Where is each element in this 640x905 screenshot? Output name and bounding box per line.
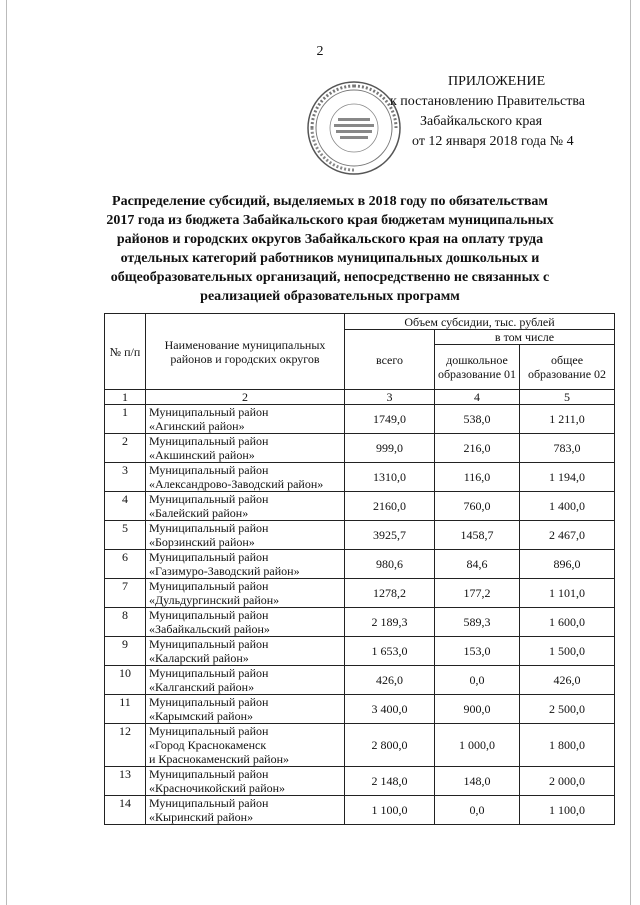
value-general: 1 100,0 — [520, 796, 615, 825]
district-name — [146, 724, 345, 767]
column-number: 1 — [105, 390, 146, 405]
appendix-line-2: Забайкальского края — [420, 114, 543, 129]
district-name — [146, 637, 345, 666]
value-total: 426,0 — [345, 666, 435, 695]
header-including: в том числе — [435, 330, 615, 345]
table-row — [105, 796, 615, 825]
value-general: 426,0 — [520, 666, 615, 695]
row-number: 13 — [105, 767, 146, 796]
district-name-line: «Борзинский район» — [149, 535, 255, 549]
district-name — [146, 579, 345, 608]
district-name — [146, 666, 345, 695]
appendix-line-1: к постановлению Правительства — [390, 94, 586, 109]
document-title: Распределение субсидий, выделяемых в 2018 году по обязательствам 2017 года из бюджета Забайкальского края бюджетам муниципальных районов и городских округов Забайкальского края на оплату труда отдельных категорий работников муниципальных дошкольных и общеобразовательных организаций, непосредственно не связанных с реализацией образовательных программ — [106, 194, 554, 304]
value-total: 999,0 — [345, 434, 435, 463]
row-number: 2 — [105, 434, 146, 463]
table-row — [105, 608, 615, 637]
district-name-line: «Агинский район» — [149, 419, 245, 433]
district-name — [146, 434, 345, 463]
district-name-line: «Калганский район» — [149, 680, 255, 694]
district-name-line: Муниципальный район — [149, 767, 269, 781]
district-name — [146, 492, 345, 521]
scan-edge-left — [6, 0, 7, 905]
row-number: 14 — [105, 796, 146, 825]
value-preschool: 0,0 — [435, 796, 520, 825]
table-row — [105, 521, 615, 550]
value-preschool: 900,0 — [435, 695, 520, 724]
value-general: 1 211,0 — [520, 405, 615, 434]
column-number: 2 — [146, 390, 345, 405]
value-preschool: 0,0 — [435, 666, 520, 695]
value-general: 2 500,0 — [520, 695, 615, 724]
value-total: 1 653,0 — [345, 637, 435, 666]
value-total: 1278,2 — [345, 579, 435, 608]
header-general: общее образование 02 — [520, 345, 615, 390]
value-preschool: 216,0 — [435, 434, 520, 463]
table-row — [105, 767, 615, 796]
district-name — [146, 405, 345, 434]
district-name-line: «Балейский район» — [149, 506, 249, 520]
value-general: 1 500,0 — [520, 637, 615, 666]
value-general: 783,0 — [520, 434, 615, 463]
table-row — [105, 724, 615, 767]
table-row — [105, 579, 615, 608]
value-preschool: 538,0 — [435, 405, 520, 434]
district-name-line: Муниципальный район — [149, 405, 269, 419]
district-name-line: Муниципальный район — [149, 463, 269, 477]
value-general: 2 467,0 — [520, 521, 615, 550]
district-name-line: Муниципальный район — [149, 724, 269, 738]
value-preschool: 177,2 — [435, 579, 520, 608]
header-name: Наименование муниципальных районов и городских округов — [146, 314, 345, 390]
district-name-line: «Кыринский район» — [149, 810, 254, 824]
subsidy-table — [104, 313, 615, 825]
column-number-row — [105, 390, 615, 405]
district-name — [146, 767, 345, 796]
value-general: 1 400,0 — [520, 492, 615, 521]
value-general: 2 000,0 — [520, 767, 615, 796]
district-name-line: Муниципальный район — [149, 796, 269, 810]
row-number: 5 — [105, 521, 146, 550]
district-name-line: Муниципальный район — [149, 579, 269, 593]
district-name — [146, 796, 345, 825]
value-preschool: 589,3 — [435, 608, 520, 637]
value-preschool: 1458,7 — [435, 521, 520, 550]
table-row — [105, 695, 615, 724]
value-preschool: 760,0 — [435, 492, 520, 521]
value-preschool: 153,0 — [435, 637, 520, 666]
header-preschool: дошкольное образование 01 — [435, 345, 520, 390]
row-number: 12 — [105, 724, 146, 767]
row-number: 9 — [105, 637, 146, 666]
district-name-line: и Краснокаменский район» — [149, 752, 289, 766]
value-preschool: 1 000,0 — [435, 724, 520, 767]
district-name — [146, 550, 345, 579]
district-name-line: Муниципальный район — [149, 608, 269, 622]
value-total: 3925,7 — [345, 521, 435, 550]
district-name-line: «Город Краснокаменск — [149, 738, 267, 752]
row-number: 8 — [105, 608, 146, 637]
district-name-line: Муниципальный район — [149, 695, 269, 709]
table-row — [105, 492, 615, 521]
value-total: 1 100,0 — [345, 796, 435, 825]
appendix-block — [390, 72, 640, 152]
value-total: 1310,0 — [345, 463, 435, 492]
district-name-line: «Александрово-Заводский район» — [149, 477, 324, 491]
row-number: 11 — [105, 695, 146, 724]
value-total: 3 400,0 — [345, 695, 435, 724]
official-stamp-icon — [304, 78, 404, 178]
district-name — [146, 695, 345, 724]
table-row — [105, 434, 615, 463]
table-row — [105, 550, 615, 579]
value-total: 2 148,0 — [345, 767, 435, 796]
value-total: 980,6 — [345, 550, 435, 579]
table-row — [105, 405, 615, 434]
district-name-line: «Красночикойский район» — [149, 781, 286, 795]
header-total: всего — [345, 330, 435, 390]
column-number: 4 — [435, 390, 520, 405]
header-volume: Объем субсидии, тыс. рублей — [345, 314, 615, 330]
value-general: 1 101,0 — [520, 579, 615, 608]
value-total: 2 189,3 — [345, 608, 435, 637]
table-row — [105, 463, 615, 492]
district-name-line: Муниципальный район — [149, 434, 269, 448]
page-number: 2 — [316, 44, 324, 59]
value-general: 896,0 — [520, 550, 615, 579]
district-name-line: «Забайкальский район» — [149, 622, 270, 636]
value-preschool: 148,0 — [435, 767, 520, 796]
value-general: 1 194,0 — [520, 463, 615, 492]
row-number: 10 — [105, 666, 146, 695]
appendix-line-3: от 12 января 2018 года № 4 — [412, 134, 574, 149]
value-general: 1 800,0 — [520, 724, 615, 767]
value-total: 2160,0 — [345, 492, 435, 521]
value-preschool: 84,6 — [435, 550, 520, 579]
row-number: 4 — [105, 492, 146, 521]
district-name-line: Муниципальный район — [149, 550, 269, 564]
row-number: 6 — [105, 550, 146, 579]
column-number: 3 — [345, 390, 435, 405]
value-total: 1749,0 — [345, 405, 435, 434]
table-row — [105, 637, 615, 666]
table-row — [105, 666, 615, 695]
district-name-line: Муниципальный район — [149, 492, 269, 506]
district-name-line: «Каларский район» — [149, 651, 249, 665]
district-name — [146, 463, 345, 492]
value-total: 2 800,0 — [345, 724, 435, 767]
district-name-line: Муниципальный район — [149, 521, 269, 535]
header-num: № п/п — [105, 314, 146, 390]
column-number: 5 — [520, 390, 615, 405]
district-name-line: «Дульдургинский район» — [149, 593, 280, 607]
district-name — [146, 521, 345, 550]
district-name — [146, 608, 345, 637]
appendix-title: ПРИЛОЖЕНИЕ — [448, 74, 546, 89]
value-general: 1 600,0 — [520, 608, 615, 637]
district-name-line: «Газимуро-Заводский район» — [149, 564, 300, 578]
district-name-line: «Акшинский район» — [149, 448, 255, 462]
district-name-line: Муниципальный район — [149, 666, 269, 680]
row-number: 7 — [105, 579, 146, 608]
row-number: 3 — [105, 463, 146, 492]
value-preschool: 116,0 — [435, 463, 520, 492]
row-number: 1 — [105, 405, 146, 434]
district-name-line: «Карымский район» — [149, 709, 253, 723]
district-name-line: Муниципальный район — [149, 637, 269, 651]
